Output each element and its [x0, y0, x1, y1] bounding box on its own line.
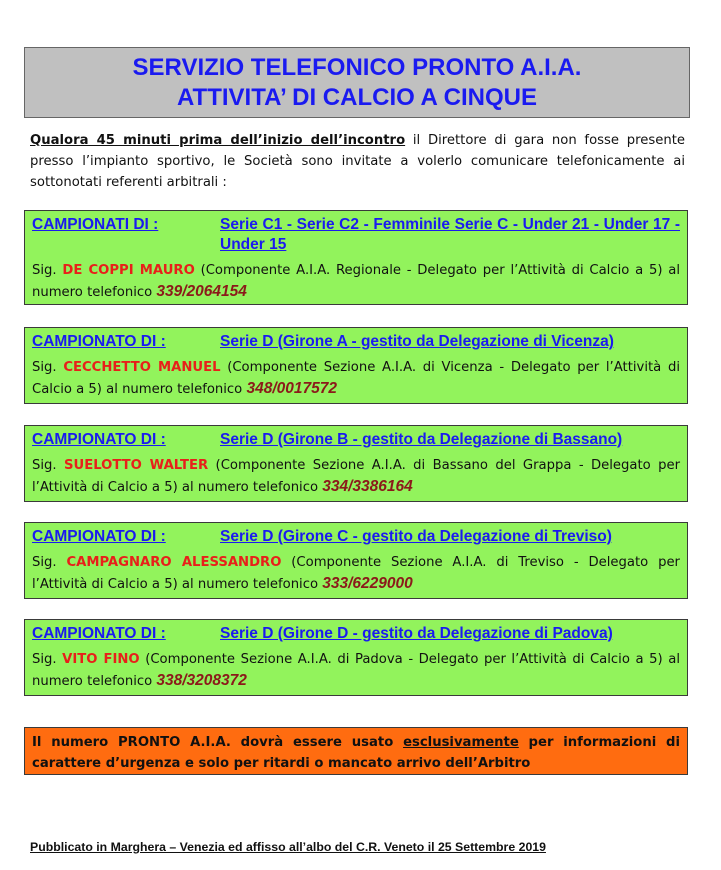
- card-description: (Componente Sezione A.I.A. di Padova - Delegato per l’Attività di Calcio a 5) al numero telefonico: [32, 652, 680, 689]
- title-line-2: ATTIVITA’ DI CALCIO A CINQUE: [177, 83, 537, 111]
- card-body: [32, 552, 680, 595]
- card-girone-b: [24, 425, 688, 502]
- card-prefix: Sig.: [32, 360, 64, 375]
- card-label: CAMPIONATI DI :: [32, 216, 159, 233]
- card-prefix: Sig.: [32, 263, 63, 278]
- card-series: Serie D (Girone B - gestito da Delegazione di Bassano): [220, 431, 623, 448]
- phone-number[interactable]: 338/3208372: [156, 672, 247, 689]
- card-header: [32, 624, 680, 644]
- referee-name: CECCHETTO MANUEL: [63, 360, 221, 375]
- card-label: CAMPIONATO DI :: [32, 431, 166, 448]
- notice-emphasis: esclusivamente: [403, 735, 519, 750]
- title-line-1: SERVIZIO TELEFONICO PRONTO A.I.A.: [132, 53, 582, 81]
- card-girone-c: [24, 522, 688, 599]
- card-label: CAMPIONATO DI :: [32, 625, 166, 642]
- card-header: [32, 430, 680, 450]
- card-prefix: Sig.: [32, 555, 67, 570]
- publication-footer: Pubblicato in Marghera – Venezia ed affisso all’albo del C.R. Veneto il 25 Settembre 2019: [30, 840, 546, 854]
- card-body: [32, 455, 680, 498]
- card-body: [32, 649, 680, 692]
- intro-underlined: Qualora 45 minuti prima dell’inizio dell’incontro: [30, 133, 406, 148]
- card-body: [32, 260, 680, 303]
- card-series: Serie C1 - Serie C2 - Femminile Serie C - Under 21 - Under 17 - Under 15: [220, 216, 680, 253]
- referee-name: VITO FINO: [62, 652, 140, 667]
- card-description: (Componente Sezione A.I.A. di Vicenza - Delegato per l’Attività di Calcio a 5) al numero telefonico: [32, 360, 680, 397]
- card-description: (Componente Sezione A.I.A. di Bassano del Grappa - Delegato per l’Attività di Calcio a 5) al numero telefonico: [32, 458, 680, 495]
- card-header: [32, 332, 680, 352]
- notice-text-before: Il numero PRONTO A.I.A. dovrà essere usato: [32, 735, 404, 750]
- phone-number[interactable]: 333/6229000: [322, 575, 413, 592]
- card-prefix: Sig.: [32, 652, 63, 667]
- phone-number[interactable]: 348/0017572: [246, 380, 337, 397]
- card-series: Serie D (Girone A - gestito da Delegazione di Vicenza): [220, 333, 614, 350]
- card-series: Serie D (Girone D - gestito da Delegazione di Padova): [220, 625, 613, 642]
- card-girone-d: [24, 619, 688, 696]
- notice-box: [24, 727, 688, 775]
- card-body: [32, 357, 680, 400]
- card-regional: [24, 210, 688, 305]
- intro-text: il Direttore di gara non fosse presente presso l’impianto sportivo, le Società sono invitate a volerlo comunicare telefonicamente ai sottonotati referenti arbitrali :: [30, 133, 685, 190]
- notice-text-after: per informazioni di carattere d’urgenza e solo per ritardi o mancato arrivo dell’Arbitro: [32, 735, 680, 771]
- card-label: CAMPIONATO DI :: [32, 333, 166, 350]
- card-header: [32, 215, 680, 255]
- card-prefix: Sig.: [32, 458, 64, 473]
- referee-name: SUELOTTO WALTER: [63, 458, 209, 473]
- phone-number[interactable]: 334/3386164: [322, 478, 413, 495]
- card-description: (Componente Sezione A.I.A. di Treviso - Delegato per l’Attività di Calcio a 5) al numero telefonico: [32, 555, 680, 592]
- phone-number[interactable]: 339/2064154: [156, 283, 247, 300]
- card-series: Serie D (Girone C - gestito da Delegazione di Treviso): [220, 528, 612, 545]
- title-box: [24, 47, 690, 118]
- card-girone-a: [24, 327, 688, 404]
- card-header: [32, 527, 680, 547]
- referee-name: DE COPPI MAURO: [62, 263, 195, 278]
- intro-paragraph: [30, 130, 685, 193]
- card-label: CAMPIONATO DI :: [32, 528, 166, 545]
- card-description: (Componente A.I.A. Regionale - Delegato per l’Attività di Calcio a 5) al numero telefonico: [32, 263, 680, 300]
- referee-name: CAMPAGNARO ALESSANDRO: [66, 555, 282, 570]
